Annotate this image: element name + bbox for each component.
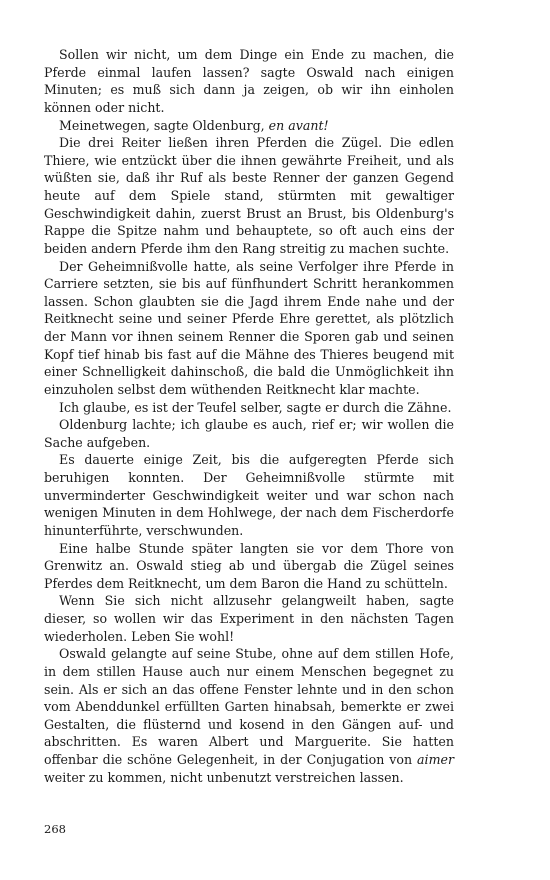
- paragraph: [44, 117, 454, 135]
- text-run: Der Geheimnißvolle hatte, als seine Verfolger ihre Pferde in Carriere setzten, sie bis auf fünfhundert Schritt herankommen lassen. Schon glaubten sie die Jagd ihrem Ende nahe und der Reitknecht seine und seiner Pferde Ehre gerettet, als plötzlich der Mann vor ihnen seinem Renner die Sporen gab und seinen Kopf tief hinab bis fast auf die Mähne des Thieres beugend mit einer Schnelligkeit dahinschoß, die bald die Unmöglichkeit ihn einzuholen selbst dem wüthenden Reitknecht klar machte.: [44, 258, 454, 397]
- paragraph: [44, 645, 454, 786]
- paragraph: [44, 451, 454, 539]
- text-run: Sollen wir nicht, um dem Dinge ein Ende zu machen, die Pferde einmal laufen lassen? sagte Oswald nach einigen Minuten; es muß sich dann ja zeigen, ob wir ihn einholen können oder nicht.: [44, 47, 454, 115]
- paragraph: [44, 540, 454, 593]
- paragraph: [44, 399, 454, 417]
- paragraph: [44, 46, 454, 117]
- paragraph: [44, 592, 454, 645]
- paragraph: [44, 134, 454, 257]
- text-run: Meinetwegen, sagte Oldenburg,: [59, 117, 269, 133]
- text-run: Ich glaube, es ist der Teufel selber, sagte er durch die Zähne.: [59, 399, 452, 415]
- text-run: Wenn Sie sich nicht allzusehr gelangweilt haben, sagte dieser, so wollen wir das Experiment in den nächsten Tagen wiederholen. Leben Sie wohl!: [44, 593, 454, 644]
- italic-text: en avant!: [268, 117, 329, 133]
- page-number: 268: [44, 822, 66, 836]
- text-run: Eine halbe Stunde später langten sie vor dem Thore von Grenwitz an. Oswald stieg ab und übergab die Zügel seines Pferdes dem Reitknecht, um dem Baron die Hand zu schütteln.: [44, 540, 454, 591]
- text-run: Es dauerte einige Zeit, bis die aufgeregten Pferde sich beruhigen konnten. Der Geheimnißvolle stürmte mit unverminderter Geschwindigkeit weiter und war schon nach wenigen Minuten in dem Hohlwege, der nach dem Fischerdorfe hinunterführte, verschwunden.: [44, 452, 454, 538]
- text-run: Die drei Reiter ließen ihren Pferden die Zügel. Die edlen Thiere, wie entzückt über die ihnen gewährte Freiheit, und als wüßten sie, daß ihr Ruf als beste Renner der ganzen Gegend heute auf dem Spiele stand, stürmten mit gewaltiger Geschwindigkeit dahin, zuerst Brust an Brust, bis Oldenburg's Rappe die Spitze nahm und behauptete, so oft auch eins der beiden andern Pferde ihm den Rang streitig zu machen suchte.: [44, 135, 454, 256]
- paragraph: [44, 258, 454, 399]
- text-run: Oldenburg lachte; ich glaube es auch, rief er; wir wollen die Sache aufgeben.: [44, 417, 454, 450]
- text-run: Oswald gelangte auf seine Stube, ohne auf dem stillen Hofe, in dem stillen Hause auch nur einem Menschen begegnet zu sein. Als er sich an das offene Fenster lehnte und in den schon vom Abenddunkel erfüllten Garten hinabsah, bemerkte er zwei Gestalten, die flüsternd und kosend in den Gängen auf- und abschritten. Es waren Albert und Marguerite. Sie hatten offenbar die schöne Gelegenheit, in der Conjugation von: [44, 646, 454, 767]
- body-text: [44, 46, 454, 786]
- text-run: weiter zu kommen, nicht unbenutzt verstreichen lassen.: [44, 769, 404, 785]
- italic-text: aimer: [417, 752, 454, 767]
- paragraph: [44, 416, 454, 451]
